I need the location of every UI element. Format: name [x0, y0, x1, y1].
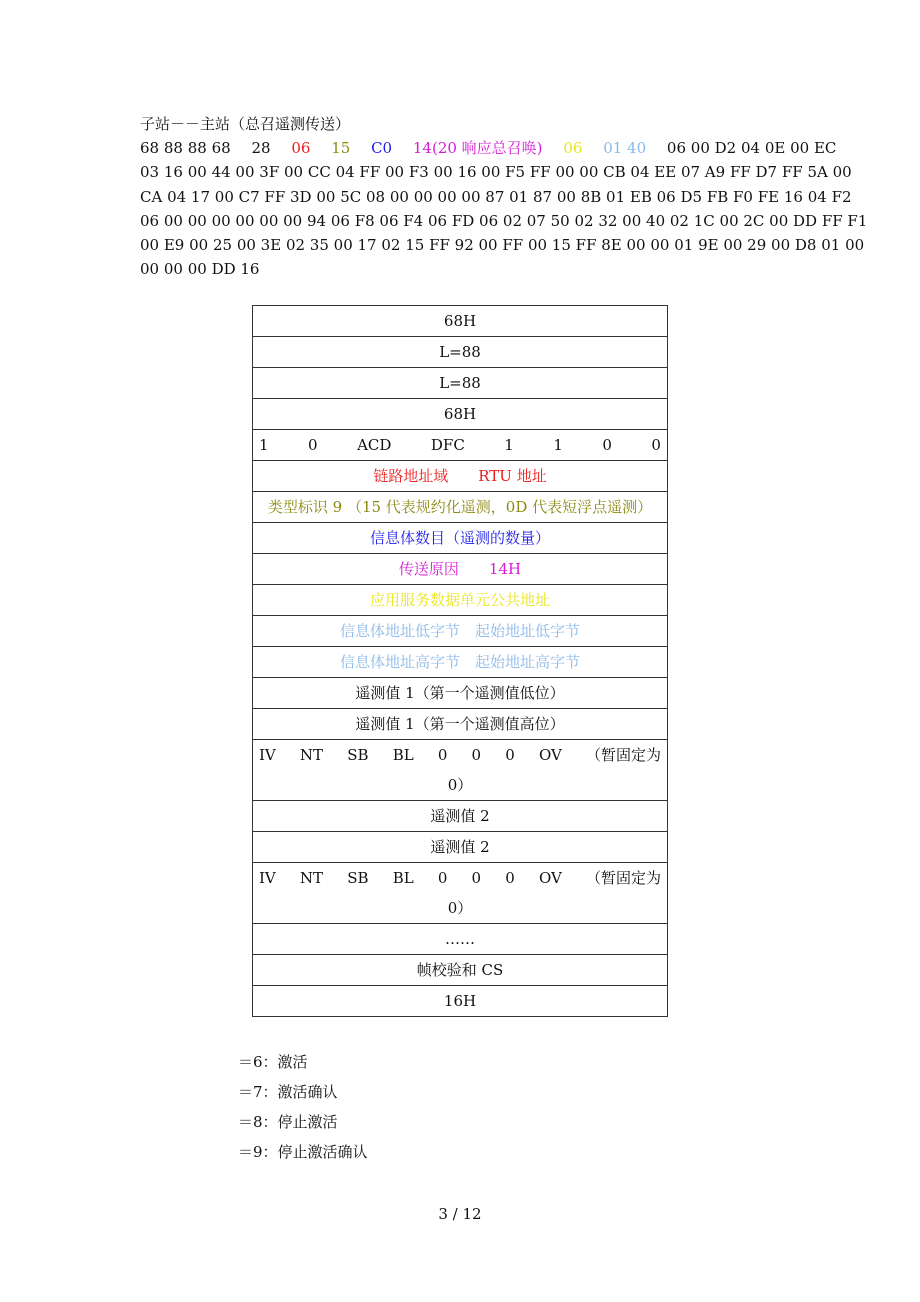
table-row: [253, 986, 668, 1017]
table-row: [253, 955, 668, 986]
info-address-high-field: 信息体地址高字节 起始地址高字节: [253, 647, 668, 678]
value1-low-field: 遥测值 1（第一个遥测值低位）: [253, 678, 668, 709]
quality-flag: 0: [437, 869, 448, 887]
hex-asdu-address: 06: [563, 139, 583, 158]
table-row: [253, 337, 668, 368]
page-number: 3 / 12: [438, 1205, 482, 1223]
note-item: ＝8：停止激活: [238, 1113, 338, 1131]
value2-field: 遥测值 2: [253, 832, 668, 863]
cause-field: 传送原因 14H: [253, 554, 668, 585]
quality-flag: 0: [471, 746, 482, 764]
asdu-address-field: 应用服务数据单元公共地址: [253, 585, 668, 616]
hex-info-address: 01 40: [603, 139, 647, 158]
quality-flag: OV: [538, 746, 562, 764]
hex-info-count: C0: [371, 139, 393, 158]
table-row: [253, 554, 668, 585]
frame-length-2: L=88: [253, 368, 668, 399]
hex-values-start: 06 00 D2 04 0E 00 EC: [666, 139, 837, 158]
info-count-field: 信息体数目（遥测的数量）: [253, 523, 668, 554]
hex-line: 00 E9 00 25 00 3E 02 35 00 17 02 15 FF 92 00 FF 00 15 FF 8E 00 00 01 9E 00 29 00 D8 01 00: [140, 236, 865, 255]
table-row: [253, 523, 668, 554]
link-address-field: 链路地址域 RTU 地址: [253, 461, 668, 492]
hex-line: 00 00 00 DD 16: [140, 260, 260, 279]
hex-type-id: 15: [331, 139, 351, 158]
quality-flag: IV: [259, 869, 276, 887]
ellipsis-row: ……: [253, 924, 668, 955]
value1-high-field: 遥测值 1（第一个遥测值高位）: [253, 709, 668, 740]
info-address-low-field: 信息体地址低字节 起始地址低字节: [253, 616, 668, 647]
checksum-field: 帧校验和 CS: [253, 955, 668, 986]
quality-note-tail: 0）: [447, 899, 473, 917]
quality-note: （暂固定为: [585, 869, 661, 887]
table-row: [253, 740, 668, 801]
table-row: [253, 678, 668, 709]
hex-control-byte: 28: [251, 139, 271, 158]
hex-line: 06 00 00 00 00 00 00 94 06 F8 06 F4 06 FD 06 02 07 50 02 32 00 40 02 1C 00 2C 00 DD FF F1: [140, 211, 868, 230]
hex-line: 03 16 00 44 00 3F 00 CC 04 FF 00 F3 00 16 00 F5 FF 00 00 CB 04 EE 07 A9 FF D7 FF 5A 00: [140, 163, 852, 182]
control-bit: 1: [553, 436, 563, 454]
table-row: [253, 832, 668, 863]
table-row: [253, 924, 668, 955]
quality-flag: 0: [505, 869, 515, 887]
cause-notes: [238, 1047, 368, 1167]
table-row: [253, 399, 668, 430]
control-bit: 0: [308, 436, 318, 454]
control-bit: 1: [504, 436, 514, 454]
control-bit: 0: [651, 436, 661, 454]
hex-line-first: [140, 136, 837, 160]
note-item: ＝9：停止激活确认: [238, 1143, 368, 1161]
quality-flag: NT: [299, 746, 324, 764]
quality-descriptor-2: [253, 863, 668, 924]
quality-note: （暂固定为: [585, 746, 661, 764]
value2-field: 遥测值 2: [253, 801, 668, 832]
quality-flag: 0: [471, 869, 482, 887]
table-row: [253, 461, 668, 492]
quality-flag: 0: [505, 746, 515, 764]
hex-cause: 14(20 响应总召唤): [412, 139, 543, 158]
control-bit: 1: [259, 436, 269, 454]
frame-length-1: L=88: [253, 337, 668, 368]
table-row: [253, 801, 668, 832]
table-row: [253, 430, 668, 461]
quality-flag: SB: [347, 746, 369, 764]
type-id-field: 类型标识 9 （15 代表规约化遥测，0D 代表短浮点遥测）: [253, 492, 668, 523]
section-title: 子站－－主站（总召遥测传送）: [140, 115, 351, 133]
quality-flag: BL: [392, 869, 414, 887]
frame-structure-table: [252, 305, 668, 1017]
note-item: ＝7：激活确认: [238, 1083, 338, 1101]
control-bit: 0: [602, 436, 612, 454]
table-row: [253, 647, 668, 678]
quality-flag: 0: [437, 746, 448, 764]
quality-flag: OV: [538, 869, 562, 887]
table-row: [253, 368, 668, 399]
table-row: [253, 863, 668, 924]
control-bit: DFC: [430, 436, 465, 454]
quality-flag: NT: [299, 869, 324, 887]
note-item: ＝6：激活: [238, 1053, 308, 1071]
quality-descriptor-1: [253, 740, 668, 801]
table-row: [253, 306, 668, 337]
table-row: [253, 616, 668, 647]
hex-link-address: 06: [291, 139, 311, 158]
quality-flag: BL: [392, 746, 414, 764]
end-field: 16H: [253, 986, 668, 1017]
control-bit: ACD: [357, 436, 392, 454]
table-row: [253, 492, 668, 523]
quality-flag: SB: [347, 869, 369, 887]
hex-line: CA 04 17 00 C7 FF 3D 00 5C 08 00 00 00 00 87 01 87 00 8B 01 EB 06 D5 FB F0 FE 16 04 F2: [140, 187, 852, 206]
table-row: [253, 709, 668, 740]
hex-start-bytes: 68 88 88 68: [140, 139, 231, 158]
quality-flag: IV: [259, 746, 276, 764]
quality-note-tail: 0）: [447, 776, 473, 794]
frame-start-1: 68H: [253, 306, 668, 337]
frame-start-2: 68H: [253, 399, 668, 430]
intro-block: [140, 112, 868, 281]
control-field: [253, 430, 668, 461]
table-row: [253, 585, 668, 616]
